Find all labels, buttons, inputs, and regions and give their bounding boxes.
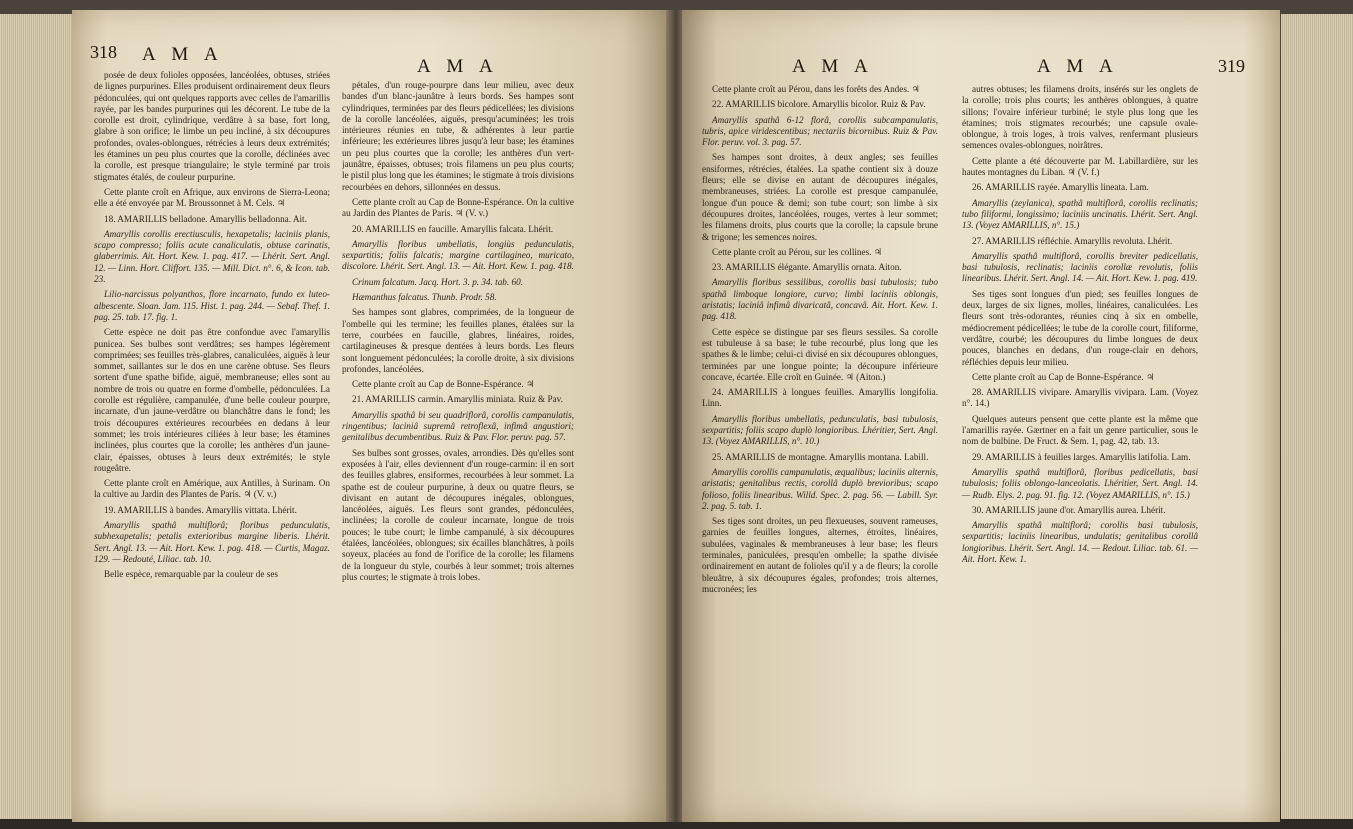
paragraph: 29. AMARILLIS à feuilles larges. Amaryllis latifolia. Lam.	[972, 451, 1191, 462]
right-folio: 319	[1218, 56, 1245, 76]
paragraph: Amaryllis (zeylanica), spathâ multiflorâ, corollis reclinatis; tubo filiformi, longissimo; laciniis uncinatis. Lhérit. Sert. Angl. 13. (Voyez AMARILLIS, n°. 15.)	[962, 197, 1198, 231]
paragraph: 28. AMARILLIS vivipare. Amaryllis vivipara. Lam. (Voyez n°. 14.)	[962, 387, 1198, 409]
left-running-head-center: A M A	[417, 56, 499, 77]
right-page	[682, 10, 1280, 822]
paragraph: Amaryllis floribus sessilibus, corollis basi tubulosis; tubo spathâ limboque longiore, curvo; limbi laciniis oblongis, aristatis; laciniâ infimâ divaricatâ, concavâ. Ait. Hort. Kew. 1. pag. 418.	[702, 277, 938, 322]
paragraph: Amaryllis spathâ 6-12 florâ, corollis subcampanulatis, tubris, apice viridescentibus; nectariis bicornibus. Ruiz & Pav. Flor. peruv. vol. 3. pag. 57.	[702, 114, 938, 148]
paragraph: 21. AMARILLIS carmin. Amaryllis miniata. Ruiz & Pav.	[352, 394, 563, 405]
paragraph: Cette plante croît au Pérou, sur les collines. ♃	[712, 246, 882, 257]
paragraph: Amaryllis spathâ multiflorâ, floribus pedicellatis, basi tubulosis; foliis oblongo-lanceolatis. Lhéritier, Sert. Angl. 14. — Rudb. Elys. 2. pag. 91. fig. 12. (Voyez AMARILLIS, n°. 15.)	[962, 466, 1198, 500]
paragraph: posée de deux folioles opposées, lancéolées, obtuses, striées de lignes purpurines. Elles produisent ordinairement deux fleurs pédonculées, qui ont quelques rapports avec celles de l'amarillis rayée, par les bandes purpurines qui les décorent. Le tube de la corolle est droit, cylindrique, verdâtre à sa base, fort long, glabre à son orifice; le limbe un peu incliné, à six découpures profondes, ovales-oblongues, rétrécies à leurs deux extrémités; les étamines un peu plus courtes que la corolle, déclinées avec la corolle, est presque triangulaire; le style terminé par trois stigmates étalés, de couleur purpurine.	[94, 70, 330, 182]
left-column-2	[342, 80, 574, 822]
right-column-2	[962, 84, 1198, 822]
paragraph: Amaryllis corollis erectiusculis, hexapetalis; laciniis planis, scapo compresso; foliis acute canaliculatis, obtuse carinatis, glaberrimis. Ait. Hort. Kew. 1. pag. 417. — Lhérit. Sert. Angl. 12. — Linn. Hort. Cliffort. 135. — Mill. Dict. n°. 6, & Icon. tab. 23.	[94, 228, 330, 285]
paragraph: Ses bulbes sont grosses, ovales, arrondies. Dès qu'elles sont exposées à l'air, elles deviennent d'un rouge-carmin: il en sort des feuilles glabres, ensiformes, recourbées à leur sommet. La spathe est de couleur purpurine, à deux ou quatre fleurs, se divisant en autant de découpures inégales, oblongues, lancéolées, aiguës. Les fleurs sont grandes, pédonculées, inclinées; la corolle de couleur incarnate, longue de trois pouces; le tube court; le limbe campanulé, à six découpures étalées, lancéolées, oblongues; six écailles blanchâtres, à poils soyeux, placées au fond de l'orifice de la corolle; les filamens de la longueur du style, courbés à leur sommet; trois alternes plus courtes; le stigmate à trois lobes.	[342, 447, 574, 582]
right-running-head: A M A	[1037, 56, 1119, 77]
left-folio: 318	[90, 42, 117, 62]
paragraph: Cette plante croît en Afrique, aux environs de Sierra-Leona; elle a été envoyée par M. Broussonnet à M. Cels. ♃	[94, 186, 330, 209]
paragraph: 19. AMARILLIS à bandes. Amaryllis vittata. Lhérit.	[104, 504, 297, 515]
paragraph: Ses tiges sont droites, un peu flexueuses, souvent rameuses, garnies de feuilles longues, alternes, étroites, linéaires, subulées, vaginales & membraneuses à leur base; les fleurs terminales, paniculées, presqu'en ombelle; la spathe divisée ordinairement en autant de folioles qu'il y a de fleurs; la corolle bleuâtre, à six découpures égales, profondes; trois alternes, mucronées; les	[702, 516, 938, 594]
left-page-edges	[0, 14, 72, 819]
paragraph: Hæmanthus falcatus. Thunb. Prodr. 58.	[352, 292, 497, 303]
paragraph: Amaryllis spathâ multiflorâ, corollis breviter pedicellatis, basi tubulosis, reclinatis; laciniis corollæ revolutis, foliis linearibus. Lhérit. Sert. Angl. 14. — Ait. Hort. Kew. 1. pag. 419.	[962, 250, 1198, 284]
right-page-edges	[1281, 14, 1353, 819]
paragraph: 18. AMARILLIS belladone. Amaryllis belladonna. Ait.	[104, 213, 307, 224]
paragraph: 27. AMARILLIS réfléchie. Amaryllis revoluta. Lhérit.	[972, 235, 1173, 246]
paragraph: Crinum falcatum. Jacq. Hort. 3. p. 34. tab. 60.	[352, 276, 523, 287]
paragraph: Cette plante croît au Cap de Bonne-Espérance. ♃	[972, 371, 1155, 382]
paragraph: Cette plante croît au Pérou, dans les forêts des Andes. ♃	[712, 84, 920, 94]
paragraph: 25. AMARILLIS de montagne. Amaryllis montana. Labill.	[712, 451, 929, 462]
paragraph: 30. AMARILLIS jaune d'or. Amaryllis aurea. Lhérit.	[972, 504, 1166, 515]
right-running-head-center: A M A	[792, 56, 874, 77]
paragraph: 26. AMARILLIS rayée. Amaryllis lineata. Lam.	[972, 182, 1149, 193]
paragraph: pétales, d'un rouge-pourpre dans leur milieu, avec deux bandes d'un blanc-jaunâtre à leurs bords. Ses hampes sont cylindriques, terminées par des fleurs pédicellées; les divisions de la corolle lancéolées, aiguës, presqu'acuminées; les trois intérieures réunies en tube, & adhérentes à leur partie inférieure; les extérieures libres jusqu'à leur base; les étamines un peu plus courtes que la corolle; les anthères d'un vert-jaunâtre, épaisses, obtuses; trois filamens un peu plus courts; le pistil plus long que les étamines; le stigmate à trois divisions recourbées en dehors, sillonnées en dessus.	[342, 80, 574, 192]
paragraph: Amaryllis spathâ bi seu quadriflorâ, corollis campanulatis, ringentibus; laciniâ supremâ retroflexâ, infimâ angustiori; genitalibus decumbentibus. Ruiz & Pav. Flor. peruv. pag. 57.	[342, 409, 574, 443]
paragraph: Quelques auteurs pensent que cette plante est la même que l'amarillis rayée. Gærtner en a fait un genre particulier, sous le nom de bulbine. De Fruct. & Sem. 1, pag. 42, tab. 13.	[962, 413, 1198, 447]
paragraph: Ses tiges sont longues d'un pied; ses feuilles longues de deux, larges de six lignes, molles, linéaires, canaliculées. Les fleurs sont très-odorantes, réunies cinq à six en ombelle, médiocrement pédicellées; le tube de la corolle court, filiforme, verdâtre, courbé; les découpures du limbe longues de deux pouces, blanches en dedans, d'un rouge-clair en dehors, réfléchies depuis leur milieu.	[962, 288, 1198, 367]
paragraph: Ses hampes sont droites, à deux angles; ses feuilles ensiformes, rétrécies, étalées. La spathe contient six à douze fleurs; elle se divise en autant de découpures inégales, membraneuses, striées. La corolle est presque campanulée, longue d'un pouce & demi; son tube court; son limbe à six découpures droites, lancéolées, rouges, vertes à leur sommet; les filamens droits, plus courts que la corolle; la capsule brune & trigone; les semences noires.	[702, 152, 938, 242]
paragraph: Cette espèce ne doit pas être confondue avec l'amaryllis punicea. Ses bulbes sont verdâtres; ses hampes légèrement comprimées; ses feuilles très-glabres, canaliculées, aiguës à leur sommet, saillantes sur le dos en une carène obtuse. Ses fleurs sortent d'une spathe bifide, aiguë, membraneuse; elles sont au nombre de trois ou quatre en forme d'ombelle, pédonculées. La corolle est régulière, campanulée, d'une belle couleur pourpre, incarnate, d'un jaune-verdâtre ou blanchâtre dans le fond; les trois découpures extérieures recourbées en dedans à leur sommet; les trois intérieures ciliées à leur base; les étamines inclinées, plus courtes que la corolle; les anthères d'un jaune-clair, épaisses, obtuses à leurs deux extrémités; le style rougeâtre.	[94, 327, 330, 473]
paragraph: autres obtuses; les filamens droits, insérés sur les onglets de la corolle; trois plus courts; les anthères oblongues, à quatre sillons; l'ovaire inférieur turbiné; le style plus long que les étamines; trois stigmates recourbés; une capsule ovale-oblongue, à trois loges, à trois valves, renfermant plusieurs semences ovales-oblongues, noirâtres.	[962, 84, 1198, 151]
paragraph: Amaryllis spathâ multiflorâ; corollis basi tubulosis, sexpartitis; laciniis linearibus, undulatis; genitalibus corollâ longioribus. Lhérit. Sert. Angl. 14. — Redout. Liliac. tab. 61. — Ait. Hort. Kew. 1.	[962, 520, 1198, 564]
paragraph: Cette plante croît au Cap de Bonne-Espérance. ♃	[352, 379, 535, 390]
paragraph: Cette plante croît en Amérique, aux Antilles, à Surinam. On la cultive au Jardin des Plantes de Paris. ♃ (V. v.)	[94, 478, 330, 500]
paragraph: 24. AMARILLIS à longues feuilles. Amaryllis longifolia. Linn.	[702, 387, 938, 409]
paragraph: 22. AMARILLIS bicolore. Amaryllis bicolor. Ruiz & Pav.	[712, 99, 926, 110]
paragraph: Cette espèce se distingue par ses fleurs sessiles. Sa corolle est tubuleuse à sa base; le tube recourbé, plus long que les spathes & le limbe; celui-ci divisé en six découpures oblongues, terminées par une longue pointe; la découpure inférieure concave, écartée. Elle croît en Guinée. ♃ (Aiton.)	[702, 326, 938, 382]
paragraph: Cette plante a été découverte par M. Labillardière, sur les hautes montagnes du Liban. ♃ (V. f.)	[962, 155, 1198, 178]
paragraph: 23. AMARILLIS élégante. Amaryllis ornata. Aiton.	[712, 262, 902, 273]
paragraph: Lilio-narcissus polyanthos, flore incarnato, fundo ex luteo-albescente. Sloan. Jam. 115. Hist. 1. pag. 244. — Sebaf. Thef. 1. pag. 25. tab. 17. fig. 1.	[94, 289, 330, 322]
paragraph: Amaryllis corollis campanulatis, æqualibus; laciniis alternis, aristatis; genitalibus rectis, corollâ duplò brevioribus; scapo folioso, foliis linearibus. Willd. Spec. 2. pag. 56. — Labill. Syr. 2. pag. 5. tab. 1.	[702, 466, 938, 511]
left-column-1	[94, 70, 330, 815]
paragraph: Amaryllis spathâ multiflorâ; floribus pedunculatis, subhexapetalis; petalis exterioribus margine liberis. Lhérit. Sert. Angl. 13. — Ait. Hort. Kew. 1. pag. 418. — Curtis, Magaz. 129. — Redouté, Liliac. tab. 10.	[94, 519, 330, 564]
left-page	[72, 10, 670, 822]
paragraph: 20. AMARILLIS en faucille. Amaryllis falcata. Lhérit.	[352, 223, 554, 234]
right-column-1	[702, 84, 938, 822]
paragraph: Amaryllis floribus umbellatis, longiùs pedunculatis, sexpartitis; foliis falcatis; margine cartilagineo, muricato, discolore. Lhérit. Sert. Angl. 13. — Ait. Hort. Kew. 1. pag. 418.	[342, 238, 574, 272]
paragraph: Ses hampes sont glabres, comprimées, de la longueur de l'ombelle qui les termine; les feuilles planes, étalées sur la terre, courbées en faucille, glabres, linéaires, roides, cartilagineuses & presque dentées à leurs bords. Les fleurs sont longuement pédonculées; la corolle droite, à six divisions profondes, lancéolées.	[342, 307, 574, 374]
left-running-head: A M A	[142, 44, 224, 65]
paragraph: Belle espèce, remarquable par la couleur de ses	[104, 569, 278, 580]
paragraph: Amaryllis floribus umbellatis, pedunculatis, basi tubulosis, sexpartitis; foliis scapo duplò longioribus. Lhéritier, Sert. Angl. 13. (Voyez AMARILLIS, n°. 10.)	[702, 413, 938, 447]
paragraph: Cette plante croît au Cap de Bonne-Espérance. On la cultive au Jardin des Plantes de Paris. ♃ (V. v.)	[342, 196, 574, 219]
